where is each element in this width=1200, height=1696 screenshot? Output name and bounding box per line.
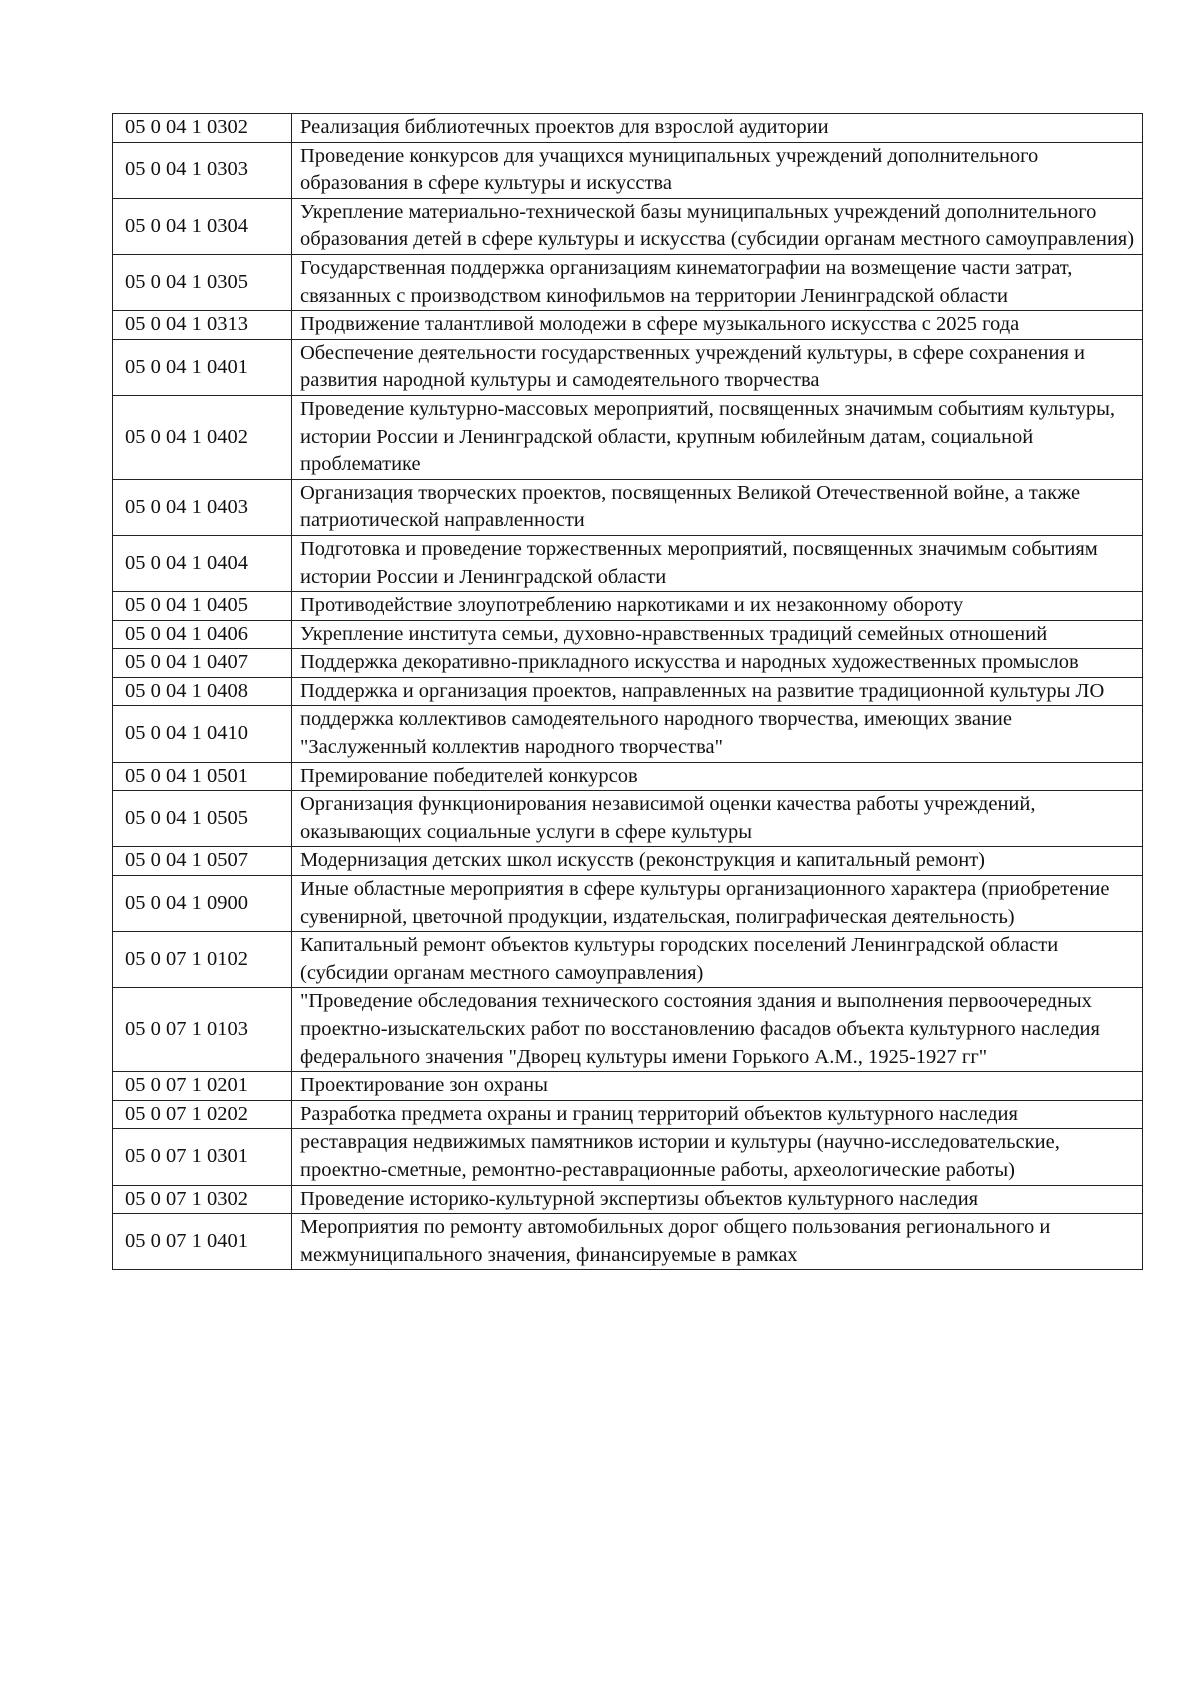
table-row	[113, 677, 1143, 706]
table-row	[113, 254, 1143, 310]
classification-code: 05 0 07 1 0102	[113, 932, 292, 988]
classification-code: 05 0 04 1 0302	[113, 114, 292, 143]
table-row	[113, 620, 1143, 649]
table-row	[113, 114, 1143, 143]
table-row	[113, 142, 1143, 198]
classification-code: 05 0 04 1 0408	[113, 677, 292, 706]
table-row	[113, 1100, 1143, 1129]
table-row	[113, 198, 1143, 254]
expense-description: Модернизация детских школ искусств (реконструкция и капитальный ремонт)	[292, 847, 1143, 876]
expense-description: Продвижение талантливой молодежи в сфере музыкального искусства с 2025 года	[292, 311, 1143, 340]
classification-code: 05 0 04 1 0313	[113, 311, 292, 340]
table-row	[113, 847, 1143, 876]
expense-description: Поддержка декоративно-прикладного искусства и народных художественных промыслов	[292, 649, 1143, 678]
expense-description: Укрепление института семьи, духовно-нравственных традиций семейных отношений	[292, 620, 1143, 649]
budget-code-table	[112, 113, 1143, 1270]
table-row	[113, 311, 1143, 340]
table-row	[113, 876, 1143, 932]
classification-code: 05 0 07 1 0301	[113, 1129, 292, 1185]
table-row	[113, 706, 1143, 762]
classification-code: 05 0 04 1 0305	[113, 254, 292, 310]
classification-code: 05 0 04 1 0404	[113, 535, 292, 591]
table-row	[113, 791, 1143, 847]
expense-description: Реализация библиотечных проектов для взрослой аудитории	[292, 114, 1143, 143]
classification-code: 05 0 04 1 0304	[113, 198, 292, 254]
expense-description: Разработка предмета охраны и границ территорий объектов культурного наследия	[292, 1100, 1143, 1129]
table-row	[113, 339, 1143, 395]
expense-description: Поддержка и организация проектов, направленных на развитие традиционной культуры ЛО	[292, 677, 1143, 706]
expense-description: Укрепление материально-технической базы муниципальных учреждений дополнительного образования детей в сфере культуры и искусства (субсидии органам местного самоуправления)	[292, 198, 1143, 254]
table-row	[113, 988, 1143, 1072]
classification-code: 05 0 07 1 0103	[113, 988, 292, 1072]
table-row	[113, 1129, 1143, 1185]
classification-code: 05 0 04 1 0402	[113, 395, 292, 479]
expense-description: "Проведение обследования технического состояния здания и выполнения первоочередных проектно-изыскательских работ по восстановлению фасадов объекта культурного наследия федерального значения "Дворец культуры имени Горького А.М., 1925-1927 гг"	[292, 988, 1143, 1072]
expense-description: Противодействие злоупотреблению наркотиками и их незаконному обороту	[292, 592, 1143, 621]
classification-code: 05 0 07 1 0401	[113, 1214, 292, 1270]
expense-description: Организация творческих проектов, посвященных Великой Отечественной войне, а также патриотической направленности	[292, 479, 1143, 535]
table-row	[113, 479, 1143, 535]
expense-description: Мероприятия по ремонту автомобильных дорог общего пользования регионального и межмуниципального значения, финансируемые в рамках	[292, 1214, 1143, 1270]
classification-code: 05 0 04 1 0407	[113, 649, 292, 678]
classification-code: 05 0 04 1 0501	[113, 762, 292, 791]
classification-code: 05 0 04 1 0900	[113, 876, 292, 932]
classification-code: 05 0 04 1 0410	[113, 706, 292, 762]
expense-description: Обеспечение деятельности государственных учреждений культуры, в сфере сохранения и развития народной культуры и самодеятельного творчества	[292, 339, 1143, 395]
expense-description: Организация функционирования независимой оценки качества работы учреждений, оказывающих социальные услуги в сфере культуры	[292, 791, 1143, 847]
table-row	[113, 932, 1143, 988]
expense-description: Проектирование зон охраны	[292, 1072, 1143, 1101]
expense-description: реставрация недвижимых памятников истории и культуры (научно-исследовательские, проектно-сметные, ремонтно-реставрационные работы, археологические работы)	[292, 1129, 1143, 1185]
table-body	[113, 114, 1143, 1270]
expense-description: Премирование победителей конкурсов	[292, 762, 1143, 791]
classification-code: 05 0 07 1 0202	[113, 1100, 292, 1129]
table-row	[113, 535, 1143, 591]
classification-code: 05 0 04 1 0505	[113, 791, 292, 847]
classification-code: 05 0 07 1 0302	[113, 1185, 292, 1214]
expense-description: Проведение конкурсов для учащихся муниципальных учреждений дополнительного образования в сфере культуры и искусства	[292, 142, 1143, 198]
expense-description: Иные областные мероприятия в сфере культуры организационного характера (приобретение сувенирной, цветочной продукции, издательская, полиграфическая деятельность)	[292, 876, 1143, 932]
expense-description: Подготовка и проведение торжественных мероприятий, посвященных значимым событиям истории России и Ленинградской области	[292, 535, 1143, 591]
table-row	[113, 1072, 1143, 1101]
classification-code: 05 0 04 1 0303	[113, 142, 292, 198]
table-row	[113, 649, 1143, 678]
classification-code: 05 0 04 1 0401	[113, 339, 292, 395]
classification-code: 05 0 04 1 0406	[113, 620, 292, 649]
table-row	[113, 1185, 1143, 1214]
table-row	[113, 762, 1143, 791]
expense-description: Проведение культурно-массовых мероприятий, посвященных значимым событиям культуры, истории России и Ленинградской области, крупным юбилейным датам, социальной проблематике	[292, 395, 1143, 479]
expense-description: Капитальный ремонт объектов культуры городских поселений Ленинградской области (субсидии органам местного самоуправления)	[292, 932, 1143, 988]
classification-code: 05 0 04 1 0403	[113, 479, 292, 535]
classification-code: 05 0 07 1 0201	[113, 1072, 292, 1101]
table-row	[113, 395, 1143, 479]
expense-description: поддержка коллективов самодеятельного народного творчества, имеющих звание "Заслуженный коллектив народного творчества"	[292, 706, 1143, 762]
classification-code: 05 0 04 1 0507	[113, 847, 292, 876]
expense-description: Государственная поддержка организациям кинематографии на возмещение части затрат, связанных с производством кинофильмов на территории Ленинградской области	[292, 254, 1143, 310]
table-row	[113, 592, 1143, 621]
table-row	[113, 1214, 1143, 1270]
classification-code: 05 0 04 1 0405	[113, 592, 292, 621]
expense-description: Проведение историко-культурной экспертизы объектов культурного наследия	[292, 1185, 1143, 1214]
